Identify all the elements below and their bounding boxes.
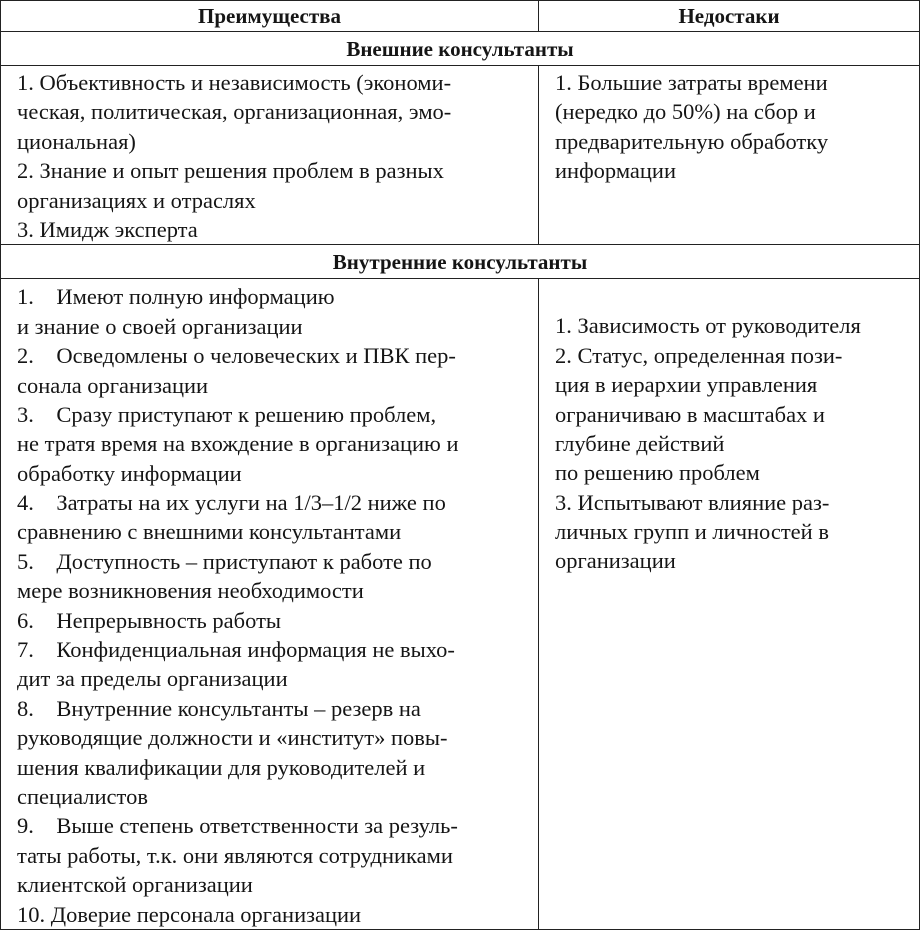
internal-content-row: [1, 279, 920, 930]
advantages-header: Преимущества: [1, 1, 539, 32]
internal-disadvantages-cell: [539, 279, 920, 930]
text-line: 1. Имеют полную информацию: [17, 284, 335, 310]
external-advantages-cell: [1, 66, 539, 245]
internal-advantages-cell: [1, 279, 539, 930]
text-line: 3. Сразу приступают к решению проблем,: [17, 401, 437, 427]
text-line: 1. Большие затраты времени: [555, 70, 828, 95]
external-disadvantages-cell: [539, 66, 920, 245]
text-line: (нередко до 50%) на сбор и: [555, 99, 816, 125]
internal-section-title: Внутренние консультанты: [1, 245, 920, 279]
text-line: 1. Зависимость от руководителя: [555, 313, 861, 339]
text-line: 2. Знание и опыт решения проблем в разных: [17, 158, 444, 184]
text-line: дит за пределы организации: [17, 666, 288, 692]
text-line: 4. Затраты на их услуги на 1/3–1/2 ниже по: [17, 490, 446, 516]
text-line: личных групп и личностей в: [555, 519, 829, 545]
text-line: 6. Непрерывность работы: [17, 607, 282, 633]
text-line: сонала организации: [17, 372, 209, 398]
text-line: специалистов: [17, 783, 148, 809]
text-line: 3. Имидж эксперта: [17, 216, 198, 242]
text-line: 7. Конфиденциальная информация не выхо-: [17, 637, 455, 663]
internal-disadvantages-list: [555, 311, 919, 576]
text-line: сравнению с внешними консультантами: [17, 519, 402, 545]
text-line: организации: [555, 548, 676, 574]
text-line: 10. Доверие персонала организации: [17, 901, 362, 927]
text-line: ограничиваю в масштабах и: [555, 401, 825, 427]
text-line: 2. Осведомлены о человеческих и ПВК пер-: [17, 343, 456, 369]
text-line: и знание о своей организации: [17, 313, 303, 339]
text-line: 9. Выше степень ответственности за резуль-: [17, 813, 458, 839]
text-line: информации: [555, 158, 677, 184]
text-line: руководящие должности и «институт» повы-: [17, 725, 448, 751]
disadvantages-header: Недостаки: [539, 1, 920, 32]
external-content-row: [1, 66, 920, 245]
internal-section-row: [1, 245, 920, 279]
text-line: циональная): [17, 128, 136, 154]
text-line: обработку информации: [17, 460, 242, 486]
text-line: ция в иерархии управления: [555, 372, 818, 398]
internal-advantages-list: [17, 282, 538, 929]
external-disadvantages-list: [555, 68, 919, 186]
text-line: организациях и отраслях: [17, 187, 256, 213]
text-line: таты работы, т.к. они являются сотрудниками: [17, 842, 453, 868]
text-line: предварительную обработку: [555, 128, 829, 154]
external-advantages-list: [17, 68, 538, 244]
text-line: 5. Доступность – приступают к работе по: [17, 548, 432, 574]
text-line: мере возникновения необходимости: [17, 578, 364, 604]
text-line: ческая, политическая, организационная, эмо-: [17, 99, 452, 125]
external-section-title: Внешние консультанты: [1, 32, 920, 66]
text-line: шения квалификации для руководителей и: [17, 754, 426, 780]
header-row: [1, 1, 920, 32]
text-line: 3. Испытывают влияние раз-: [555, 489, 830, 515]
external-section-row: [1, 32, 920, 66]
text-line: 8. Внутренние консультанты – резерв на: [17, 695, 421, 721]
text-line: глубине действий: [555, 430, 725, 456]
text-line: 2. Статус, определенная пози-: [555, 342, 843, 368]
text-line: клиентской организации: [17, 872, 253, 898]
text-line: по решению проблем: [555, 460, 760, 486]
text-line: 1. Объективность и независимость (экономи-: [17, 70, 452, 95]
text-line: не тратя время на вхождение в организацию и: [17, 431, 459, 457]
